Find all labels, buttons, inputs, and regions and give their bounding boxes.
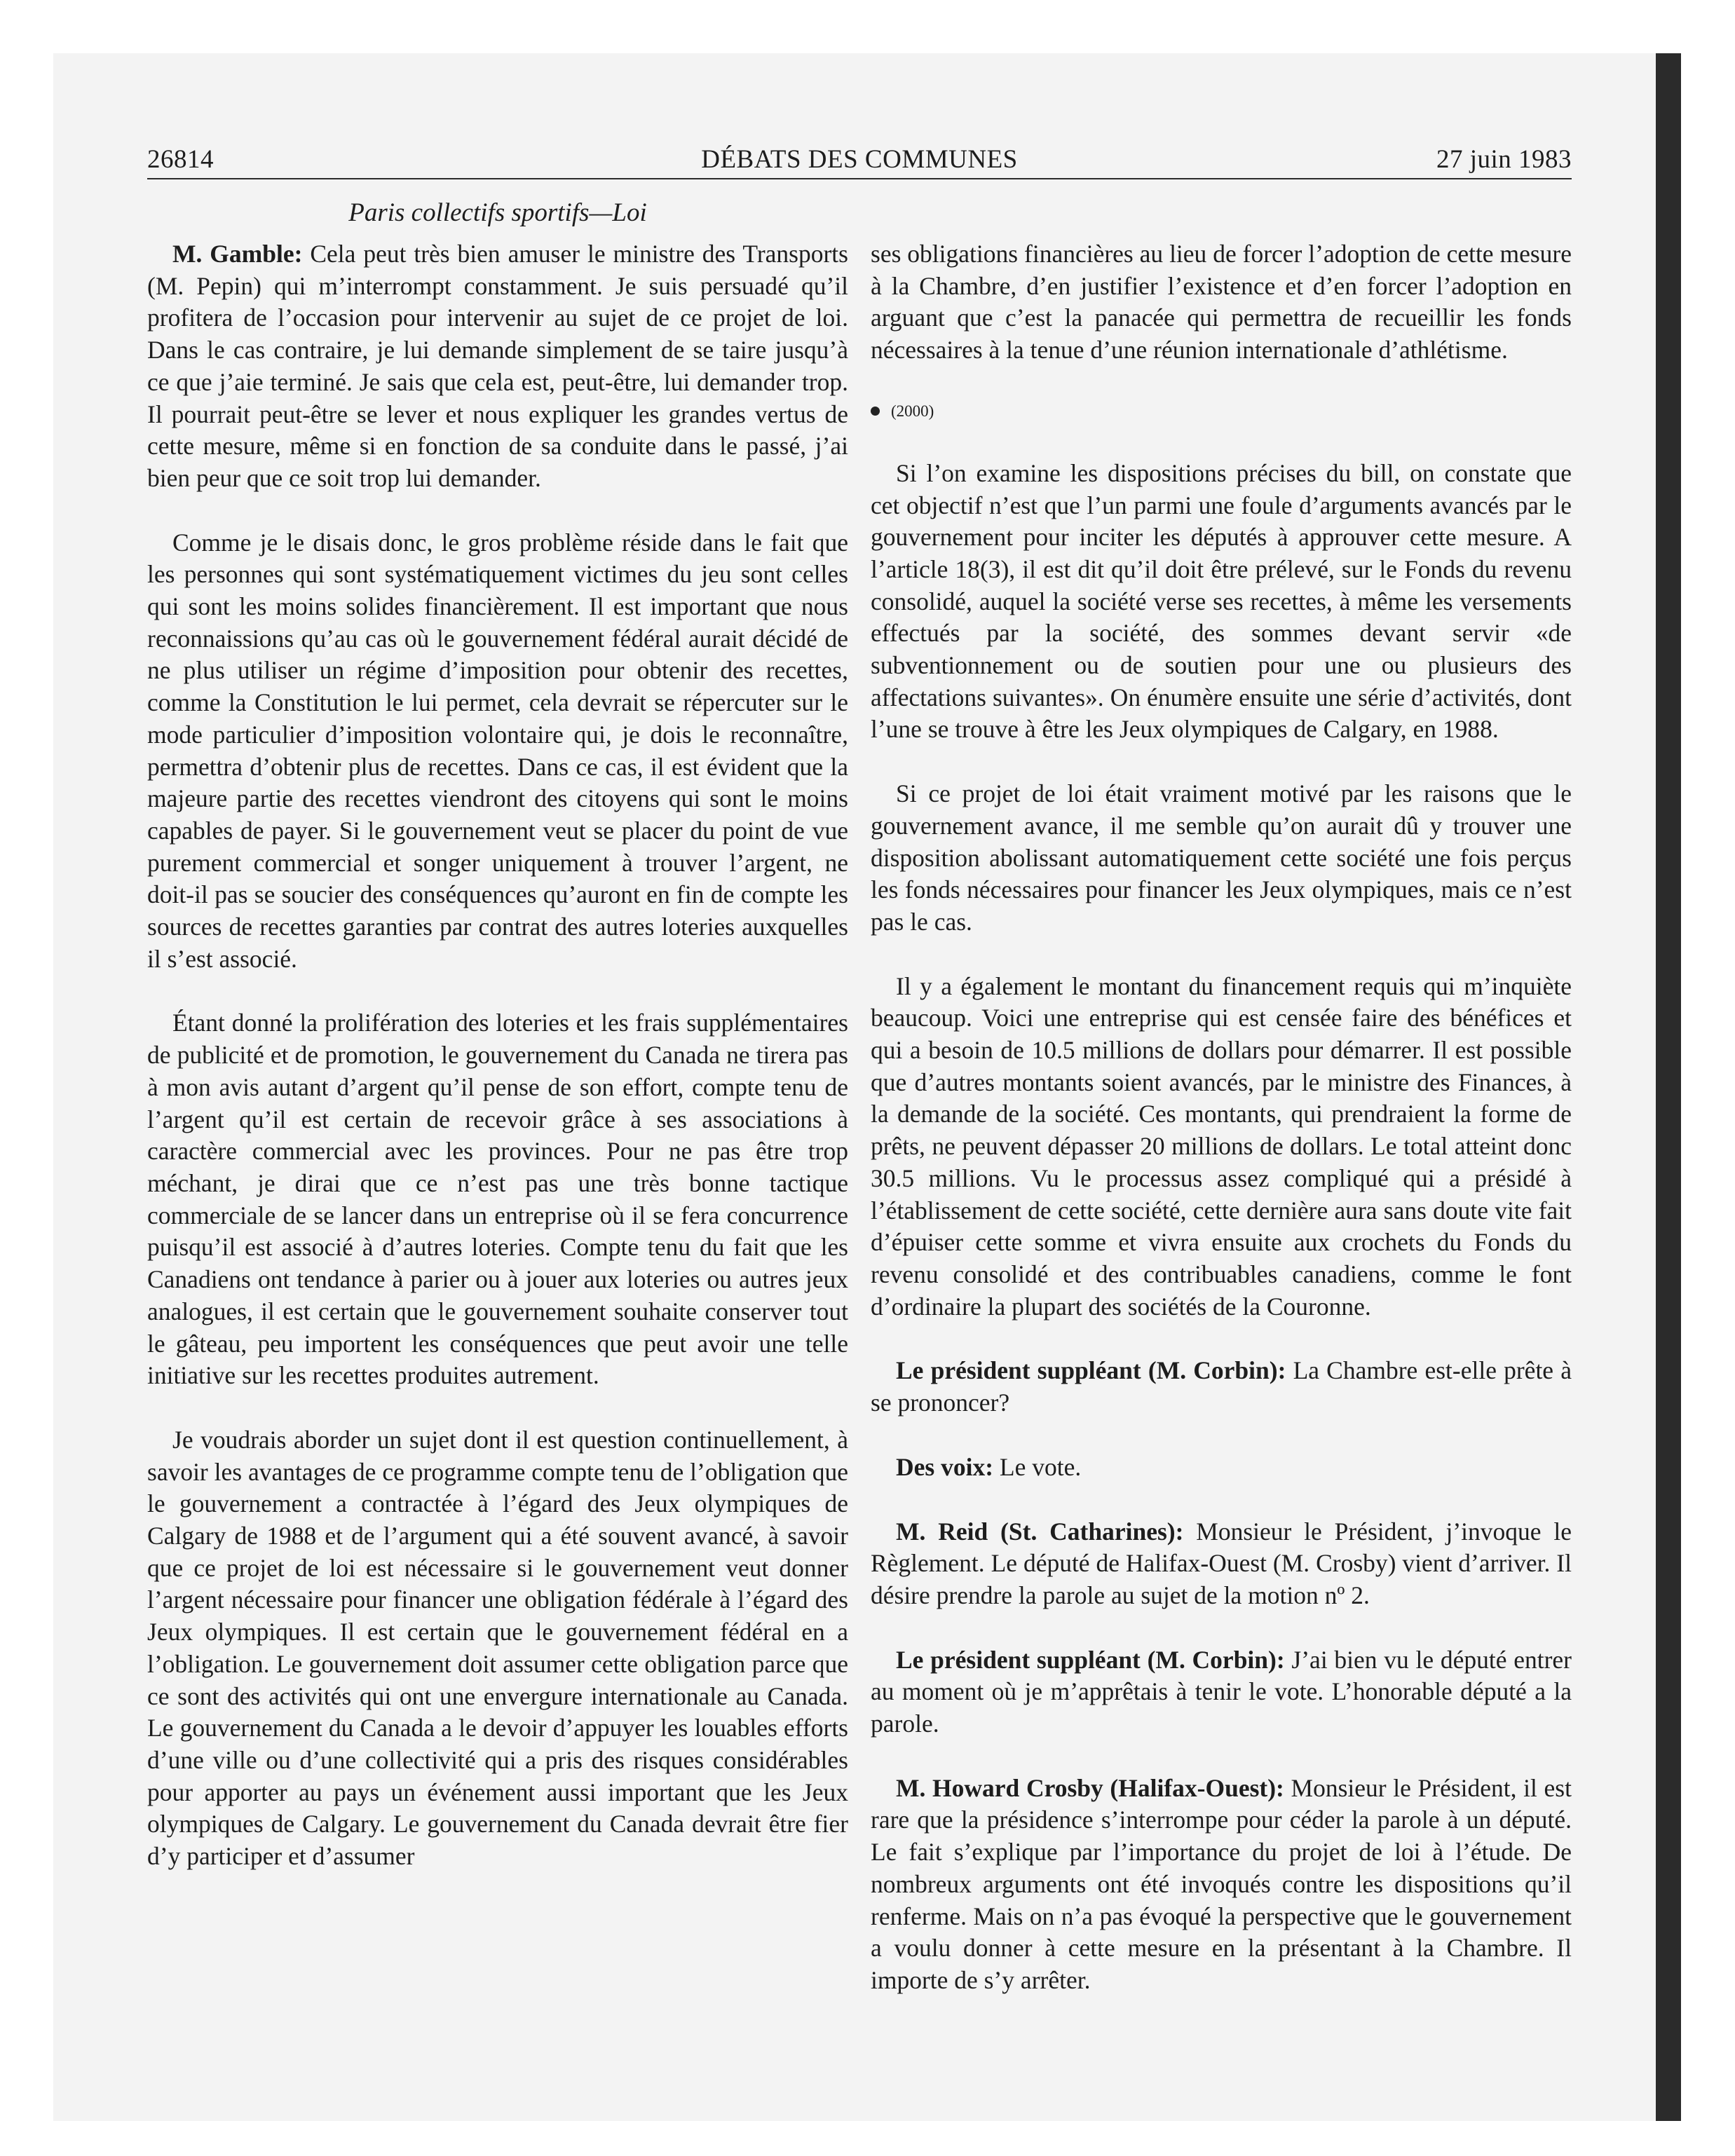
paragraph-text: Il y a également le montant du financement requis qui m’inquiète beaucoup. Voici une entreprise qui est censée faire des bénéfices et qui a besoin de 10.5 millions de dollars pour démarrer. Il est possible que d’autres montants soient avancés, par le ministre des Finances, à la demande de la société. Ces montants, qui prendraient la forme de prêts, ne peuvent dépasser 20 millions de dollars. Le total atteint donc 30.5 millions. Vu le processus assez compliqué qui a présidé à l’établissement de cette société, cette dernière aura sans doute vite fait d’épuiser cette somme et vivra ensuite aux crochets du Fonds du revenu consolidé et des contribuables canadiens, comme le font d’ordinaire la plupart des sociétés de la Couronne.	[871, 971, 1572, 1321]
paragraph-text: La Chambre est-elle prête à se prononcer?	[871, 1356, 1572, 1417]
paragraph-text: Si l’on examine les dispositions précises du bill, on constate que cet objectif n’est que l’un parmi une foule d’arguments avancés par le gouvernement pour inciter les députés à approuver cette mesure. A l’article 18(3), il est dit qu’il doit être prélevé, sur le Fonds du revenu consolidé, auquel la société verse ses recettes, à même les versements effectués par la société, des sommes devant servir «de subventionnement ou de soutien pour une ou plusieurs des affectations suivantes». On énumère ensuite une série d’activités, dont l’une se trouve à être les Jeux olympiques de Calgary, en 1988.	[871, 458, 1572, 744]
paragraph	[871, 1355, 1572, 1419]
speaker-name: M. Howard Crosby (Halifax-Ouest):	[896, 1773, 1284, 1802]
subject-heading: Paris collectifs sportifs—Loi	[348, 198, 647, 227]
publication-date: 27 juin 1983	[1436, 145, 1572, 174]
speaker-name: Le président suppléant (M. Corbin):	[896, 1356, 1286, 1385]
paragraph-text: J’ai bien vu le député entrer au moment où je m’apprêtais à tenir le vote. L’honorable député a la parole.	[871, 1645, 1572, 1738]
paragraph-text: Cela peut très bien amuser le ministre des Transports (M. Pepin) qui m’interrompt constamment. Je suis persuadé qu’il profitera de l’occasion pour intervenir au sujet de ce projet de loi. Dans le cas contraire, je lui demande simplement de se taire jusqu’à ce que j’aie terminé. Je sais que cela est, peut-être, lui demander trop. Il pourrait peut-être se lever et nous expliquer les grandes vertus de cette mesure, même si en fonction de sa conduite dans le passé, j’ai bien peur que ce soit trop lui demander.	[147, 240, 848, 492]
time-marker-text: (2000)	[891, 402, 934, 420]
paragraph-text: ses obligations financières au lieu de forcer l’adoption de cette mesure à la Chambre, d’en justifier l’existence et d’en forcer l’adoption en arguant que c’est la panacée qui permettra de recueillir les fonds nécessaires à la tenue d’une réunion internationale d’athlétisme.	[871, 240, 1572, 364]
paragraph	[147, 1424, 848, 1873]
time-marker	[871, 399, 1572, 424]
paragraph	[147, 527, 848, 976]
scan-edge-bar	[1656, 53, 1681, 2121]
paragraph	[147, 1007, 848, 1391]
paragraph	[871, 1773, 1572, 1997]
publication-title: DÉBATS DES COMMUNES	[701, 145, 1018, 174]
paragraph	[871, 1452, 1572, 1484]
right-column	[871, 238, 1572, 2029]
paragraph-text: Si ce projet de loi était vraiment motivé par les raisons que le gouvernement avance, il me semble qu’on aurait dû y trouver une disposition abolissant automatiquement cette société une fois perçus les fonds nécessaires pour financer les Jeux olympiques, mais ce n’est pas le cas.	[871, 779, 1572, 936]
speaker-name: Des voix:	[896, 1452, 994, 1481]
paragraph-text: Monsieur le Président, j’invoque le Règlement. Le député de Halifax-Ouest (M. Crosby) vient d’arriver. Il désire prendre la parole au sujet de la motion nº 2.	[871, 1517, 1572, 1609]
paragraph-text: Comme je le disais donc, le gros problème réside dans le fait que les personnes qui sont systématiquement victimes du jeu sont celles qui sont les moins solides financièrement. Il est important que nous reconnaissions qu’au cas où le gouvernement fédéral aurait décidé de ne plus utiliser un régime d’imposition pour obtenir des recettes, comme la Constitution le lui permet, cela devrait se répercuter sur le mode particulier d’imposition volontaire qui, je dois le reconnaître, permettra d’obtenir plus de recettes. Dans ce cas, il est évident que la majeure partie des recettes viendront des citoyens qui sont le moins capables de payer. Si le gouvernement veut se placer du point de vue purement commercial et songer uniquement à trouver l’argent, ne doit-il pas se soucier des conséquences qu’auront en fin de compte les sources de recettes garanties par contrat des autres loteries auxquelles il s’est associé.	[147, 528, 848, 973]
paragraph-text: Monsieur le Président, il est rare que la présidence s’interrompe pour céder la parole à un député. Le fait s’explique par l’importance du projet de loi à l’étude. De nombreux arguments ont été invoqués contre les dispositions qu’il renferme. Mais on n’a pas évoqué la perspective que le gouvernement a voulu donner à cette mesure en la présentant à la Chambre. Il importe de s’y arrêter.	[871, 1773, 1572, 1994]
paragraph	[147, 238, 848, 495]
speaker-name: M. Gamble:	[172, 240, 303, 268]
paragraph-text: Je voudrais aborder un sujet dont il est question continuellement, à savoir les avantages de ce programme compte tenu de l’obligation que le gouvernement a contractée à l’égard des Jeux olympiques de Calgary de 1988 et de l’argument qui a été souvent avancé, à savoir que ce projet de loi est nécessaire si le gouvernement veut donner l’argent nécessaire pour financer une obligation fédérale à l’égard des Jeux olympiques. Il est certain que le gouvernement fédéral en a l’obligation. Le gouvernement doit assumer cette obligation parce que ce sont des activités qui ont une envergure internationale au Canada. Le gouvernement du Canada a le devoir d’appuyer les louables efforts d’une ville ou d’une collectivité qui a pris des risques considérables pour apporter au pays un événement aussi important que les Jeux olympiques de Calgary. Le gouvernement du Canada devrait être fier d’y participer et d’assumer	[147, 1425, 848, 1871]
left-column	[147, 238, 848, 1905]
bullet-icon	[871, 407, 880, 416]
page-header	[147, 142, 1572, 179]
paragraph	[871, 971, 1572, 1323]
speaker-name: Le président suppléant (M. Corbin):	[896, 1645, 1285, 1674]
paragraph	[871, 1516, 1572, 1612]
page-number: 26814	[147, 145, 214, 174]
speaker-name: M. Reid (St. Catharines):	[896, 1517, 1184, 1546]
paragraph-text: Étant donné la prolifération des loteries et les frais supplémentaires de publicité et de promotion, le gouvernement du Canada ne tirera pas à mon avis autant d’argent qu’il pense de son effort, compte tenu de l’argent qu’il est certain de recevoir grâce à ses associations à caractère commercial avec les provinces. Pour ne pas être trop méchant, je dirai que ce n’est pas une très bonne tactique commerciale de se lancer dans un entreprise où il se fera concurrence puisqu’il est associé à d’autres loteries. Compte tenu du fait que les Canadiens ont tendance à parier ou à jouer aux loteries ou autres jeux analogues, il est certain que le gouvernement souhaite conserver tout le gâteau, peu importent les conséquences que peut avoir une telle initiative sur les recettes produites autrement.	[147, 1009, 848, 1390]
paragraph	[871, 1644, 1572, 1740]
paragraph	[871, 778, 1572, 939]
paragraph	[871, 458, 1572, 746]
paragraph-continued	[871, 238, 1572, 367]
paragraph-text: Le vote.	[993, 1452, 1082, 1481]
